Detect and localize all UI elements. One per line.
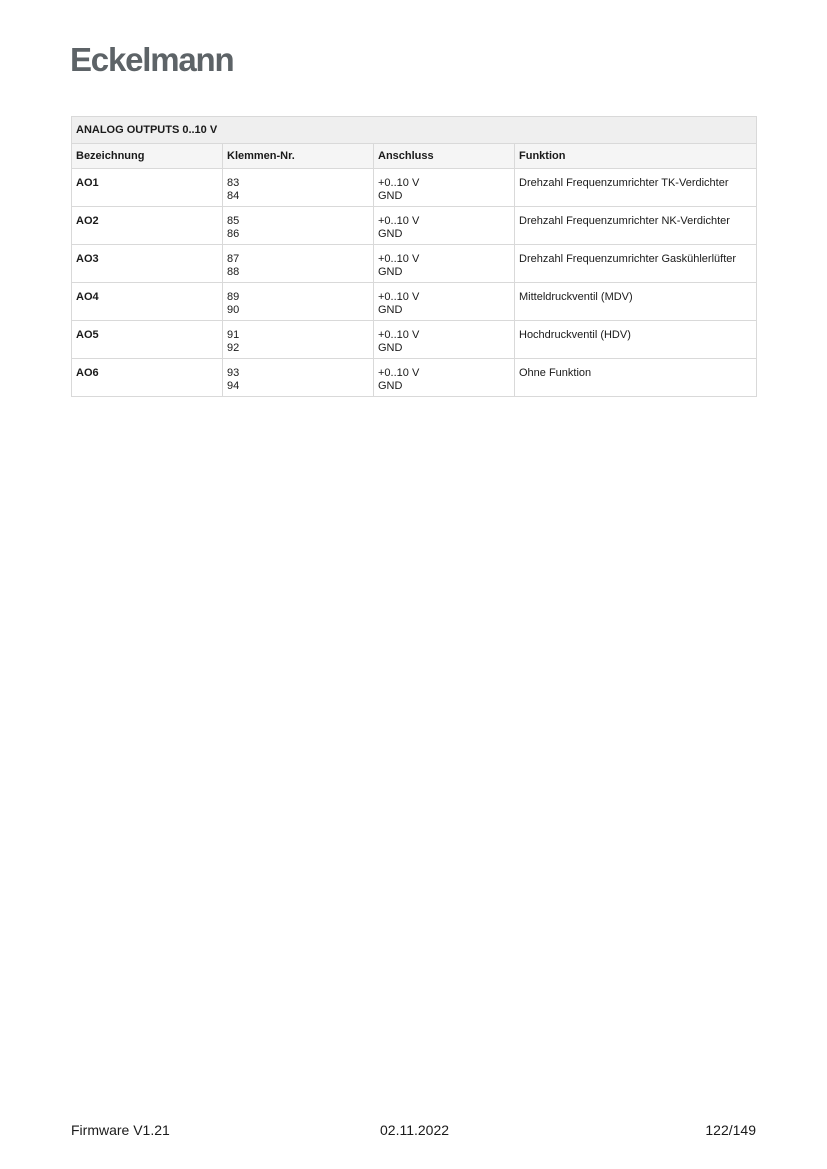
table-row (72, 169, 757, 207)
connection-cell (374, 283, 515, 321)
terminal-number: 83 (227, 177, 240, 189)
connection-signal: +0..10 V (378, 215, 420, 227)
column-header-funktion: Funktion (515, 144, 757, 169)
table-row (72, 359, 757, 397)
terminal-number: 91 (227, 329, 240, 341)
output-name: AO5 (72, 321, 223, 359)
output-name: AO6 (72, 359, 223, 397)
function-cell: Drehzahl Frequenzumrichter NK-Verdichter (515, 207, 757, 245)
function-cell: Mitteldruckventil (MDV) (515, 283, 757, 321)
terminal-number: 94 (227, 380, 240, 392)
connection-ground: GND (378, 342, 403, 354)
column-header-bezeichnung: Bezeichnung (72, 144, 223, 169)
connection-signal: +0..10 V (378, 177, 420, 189)
connection-signal: +0..10 V (378, 367, 420, 379)
connection-cell (374, 207, 515, 245)
terminal-cell (223, 169, 374, 207)
terminal-number: 93 (227, 367, 240, 379)
terminal-cell (223, 245, 374, 283)
output-name: AO4 (72, 283, 223, 321)
table-header-row (72, 144, 757, 169)
connection-cell (374, 245, 515, 283)
terminal-number: 85 (227, 215, 240, 227)
terminal-number: 90 (227, 304, 240, 316)
table-row (72, 245, 757, 283)
connection-cell (374, 321, 515, 359)
connection-ground: GND (378, 304, 403, 316)
table-row (72, 321, 757, 359)
table-title: ANALOG OUTPUTS 0..10 V (72, 117, 757, 144)
terminal-number: 92 (227, 342, 240, 354)
terminal-number: 87 (227, 253, 240, 265)
connection-signal: +0..10 V (378, 291, 420, 303)
terminal-number: 88 (227, 266, 240, 278)
connection-ground: GND (378, 380, 403, 392)
terminal-cell (223, 283, 374, 321)
function-cell: Drehzahl Frequenzumrichter TK-Verdichter (515, 169, 757, 207)
table-row (72, 207, 757, 245)
connection-ground: GND (378, 228, 403, 240)
column-header-anschluss: Anschluss (374, 144, 515, 169)
terminal-cell (223, 321, 374, 359)
output-name: AO2 (72, 207, 223, 245)
connection-ground: GND (378, 190, 403, 202)
terminal-cell (223, 359, 374, 397)
connection-signal: +0..10 V (378, 329, 420, 341)
function-cell: Ohne Funktion (515, 359, 757, 397)
eckelmann-logo: Eckelmann (70, 41, 234, 78)
terminal-number: 84 (227, 190, 240, 202)
table-title-row (72, 117, 757, 144)
function-cell: Hochdruckventil (HDV) (515, 321, 757, 359)
function-cell: Drehzahl Frequenzumrichter Gaskühlerlüfter (515, 245, 757, 283)
analog-outputs-table (71, 116, 757, 397)
table-row (72, 283, 757, 321)
connection-cell (374, 359, 515, 397)
terminal-number: 89 (227, 291, 240, 303)
column-header-klemmen-nr: Klemmen-Nr. (223, 144, 374, 169)
connection-cell (374, 169, 515, 207)
connection-ground: GND (378, 266, 403, 278)
footer-page-number: 122/149 (705, 1122, 756, 1138)
output-name: AO3 (72, 245, 223, 283)
footer-firmware-version: Firmware V1.21 (71, 1122, 170, 1138)
output-name: AO1 (72, 169, 223, 207)
footer-date: 02.11.2022 (380, 1122, 450, 1138)
terminal-number: 86 (227, 228, 240, 240)
terminal-cell (223, 207, 374, 245)
connection-signal: +0..10 V (378, 253, 420, 265)
